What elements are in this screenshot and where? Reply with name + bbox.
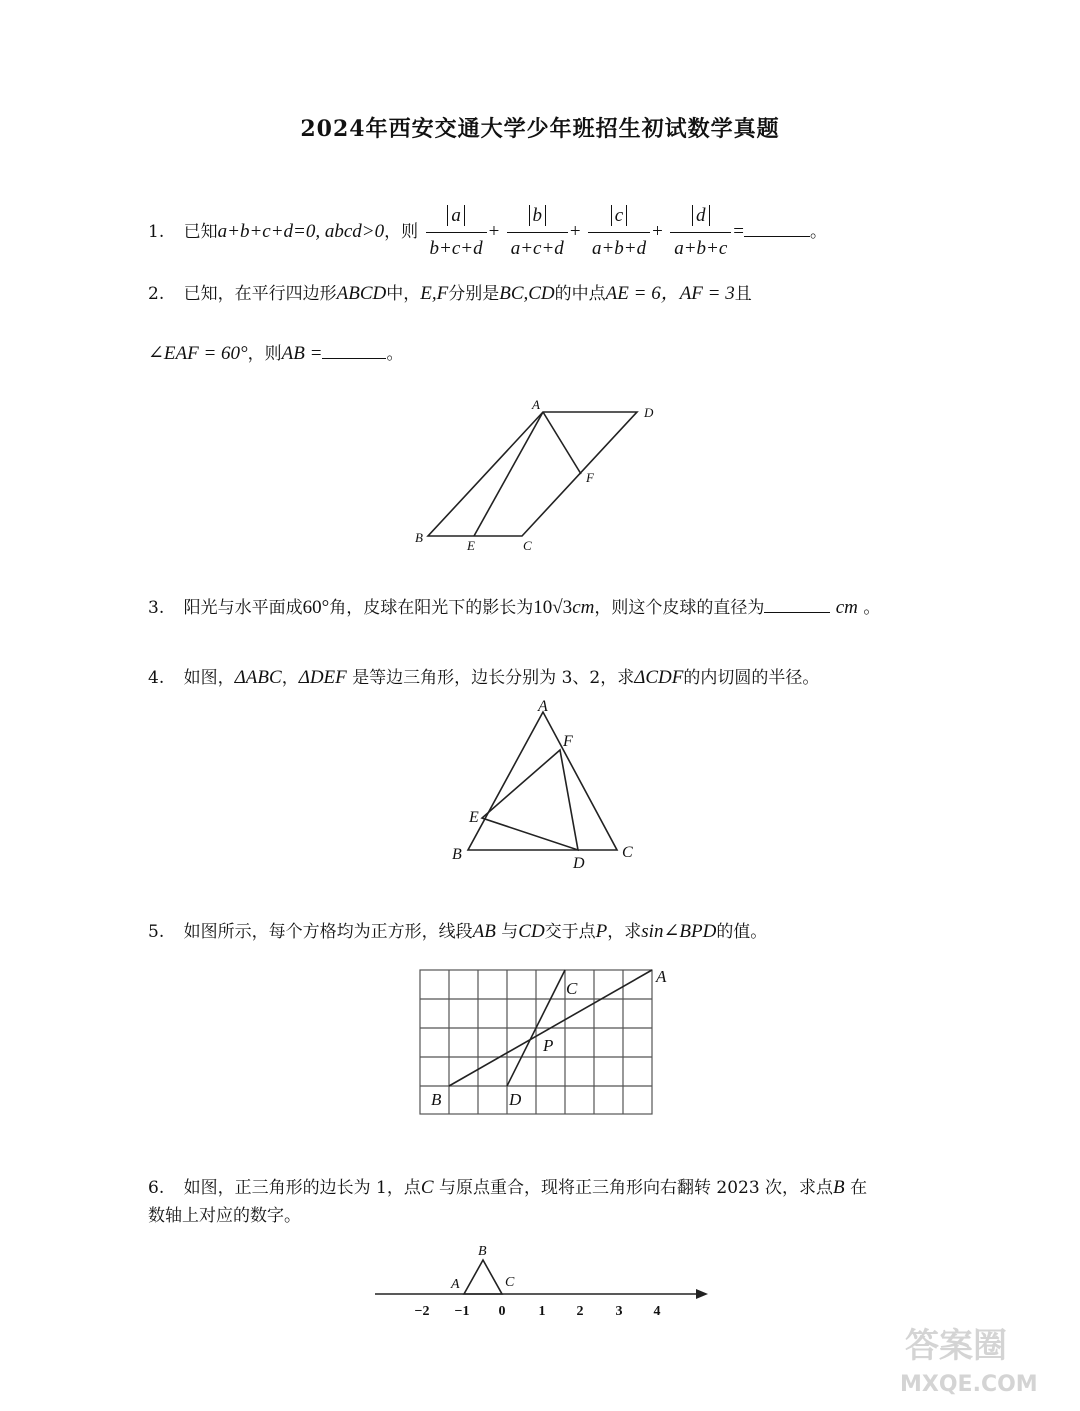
fig2-label-e: E xyxy=(467,538,475,553)
q2-abcd: ABCD xyxy=(336,283,387,304)
q3-answer-blank xyxy=(764,594,830,613)
fig4-label-a: A xyxy=(538,698,548,715)
fig5-label-p: P xyxy=(543,1036,554,1055)
tick-label: −1 xyxy=(454,1304,470,1319)
triangle-abc xyxy=(468,712,617,850)
q1-condition: a+b+c+d=0, abcd>0 xyxy=(217,221,385,242)
q1-answer-blank xyxy=(744,218,810,237)
q4-abc: ΔABC xyxy=(234,667,282,688)
figure-parallelogram xyxy=(405,390,675,560)
q3-length: 10√3 xyxy=(533,597,573,618)
question-5 xyxy=(148,918,767,946)
question-4 xyxy=(148,664,819,692)
fig4-label-f: F xyxy=(563,733,573,750)
q1-fraction-b: $\frac{b}{a+c+d}$ xyxy=(507,202,568,263)
tick-label: 3 xyxy=(615,1304,623,1319)
q1-fraction-c: $\frac{c}{a+b+d}$ xyxy=(588,202,650,263)
fig2-label-b: B xyxy=(415,530,423,545)
q4-text: 的内切圆的半径。 xyxy=(683,668,820,688)
figure-equilateral-triangles xyxy=(440,698,650,878)
q2-text: 的中点 xyxy=(554,284,606,304)
q1-sep: ，则 xyxy=(384,222,419,242)
fig6-label-c: C xyxy=(505,1275,515,1290)
fig6-label-b: B xyxy=(478,1244,487,1259)
q3-text: ，则这个皮球的直径为 xyxy=(594,598,765,618)
q3-end: 。 xyxy=(863,598,881,618)
q6-text: 数轴上对应的数字。 xyxy=(148,1206,301,1226)
q4-number: 4. xyxy=(148,668,165,688)
q2-text: 且 xyxy=(734,284,752,304)
q4-text: 是等边三角形，边长分别为 3、2，求 xyxy=(352,668,635,688)
q3-degree: 60° xyxy=(302,597,330,618)
q5-text: 如图所示，每个方格均为正方形，线段 xyxy=(183,922,473,942)
fig4-label-c: C xyxy=(622,844,633,861)
q6-b: B xyxy=(833,1177,845,1198)
triangle-abc xyxy=(464,1260,502,1294)
question-2-line-2 xyxy=(148,340,403,368)
fig5-label-b: B xyxy=(431,1090,442,1109)
question-3 xyxy=(148,594,880,622)
q4-cdf: ΔCDF xyxy=(634,667,684,688)
q4-sep: ， xyxy=(281,668,299,688)
tick-label: −2 xyxy=(414,1304,430,1319)
fig5-label-c: C xyxy=(566,979,578,998)
q3-text: 阳光与水平面成 xyxy=(183,598,303,618)
segment-ae xyxy=(474,412,543,536)
q3-unit-answer: cm xyxy=(835,597,858,618)
q3-text: 角，皮球在阳光下的影长为 xyxy=(329,598,534,618)
q3-unit: cm xyxy=(572,597,595,618)
q5-p: P xyxy=(595,921,608,942)
segment-af xyxy=(543,412,581,474)
q6-number: 6. xyxy=(148,1178,165,1198)
tick-label: 1 xyxy=(538,1304,546,1319)
q2-bccd: BC,CD xyxy=(499,283,555,304)
q1-fraction-a: $\frac{a}{b+c+d}$ xyxy=(426,202,487,263)
triangle-def xyxy=(482,750,578,850)
q2-number: 2. xyxy=(148,284,165,304)
q6-c: C xyxy=(420,1177,434,1198)
q1-number: 1. xyxy=(148,222,165,242)
q2-text: 分别是 xyxy=(448,284,500,304)
figure-grid xyxy=(412,962,682,1122)
page-title: 2024年西安交通大学少年班招生初试数学真题 xyxy=(300,116,780,142)
q1-end: 。 xyxy=(810,222,828,242)
tick-label: 4 xyxy=(653,1304,661,1319)
fig2-label-c: C xyxy=(523,538,532,553)
q5-text: ，求 xyxy=(607,922,642,942)
q5-text: 的值。 xyxy=(716,922,768,942)
q4-text: 如图， xyxy=(183,668,235,688)
q2-text: 中， xyxy=(386,284,421,304)
q4-def: ΔDEF xyxy=(298,667,347,688)
q2-lengths: AE = 6，AF = 3 xyxy=(605,283,735,304)
q2-end: 。 xyxy=(386,344,404,364)
question-6 xyxy=(148,1174,867,1202)
q3-number: 3. xyxy=(148,598,165,618)
fig6-label-a: A xyxy=(451,1277,460,1292)
fig4-label-b: B xyxy=(452,846,462,863)
watermark-logo: 答案圈 xyxy=(905,1326,1007,1366)
figure-number-line xyxy=(370,1238,715,1323)
q5-text: 交于点 xyxy=(544,922,596,942)
q5-number: 5. xyxy=(148,922,165,942)
fig4-label-e: E xyxy=(469,809,479,826)
q2-text: ，则 xyxy=(247,344,282,364)
q6-text: 如图，正三角形的边长为 1，点 xyxy=(183,1178,421,1198)
question-6-line-2 xyxy=(148,1202,301,1230)
q5-text: 与 xyxy=(501,922,519,942)
q1-fraction-d: $\frac{d}{a+b+c}$ xyxy=(670,202,731,263)
q2-angle: ∠EAF = 60° xyxy=(148,343,248,364)
q5-sin: sin∠BPD xyxy=(641,921,717,942)
axis-arrow xyxy=(696,1289,708,1299)
fig5-label-a: A xyxy=(656,967,667,986)
fig2-label-d: D xyxy=(644,405,654,420)
q5-cd: CD xyxy=(518,921,545,942)
q2-answer-blank xyxy=(322,340,386,359)
grid-lines xyxy=(420,970,652,1114)
q5-ab: AB xyxy=(472,921,496,942)
q2-ef: E,F xyxy=(420,283,449,304)
question-2 xyxy=(148,280,752,308)
q6-text: 与原点重合，现将正三角形向右翻转 2023 次，求点 xyxy=(438,1178,834,1198)
q6-text: 在 xyxy=(850,1178,868,1198)
tick-label: 2 xyxy=(576,1304,584,1319)
fig2-label-f: F xyxy=(586,470,594,485)
question-1: 1. 已知a+b+c+d=0, abcd>0，则 $\frac{a}{b+c+d}$ + $\frac{b}{a+c+d}$ + $\frac{c}{a+b+d}$ + $\frac{d}{a+b+c}$ = 。 xyxy=(148,202,827,263)
fig2-label-a: A xyxy=(532,397,540,412)
q1-text: 已知 xyxy=(183,222,218,242)
q2-text: 已知，在平行四边形 xyxy=(183,284,337,304)
fig5-label-d: D xyxy=(509,1090,522,1109)
tick-label: 0 xyxy=(498,1304,506,1319)
fig4-label-d: D xyxy=(573,855,585,872)
watermark-url: MXQE.COM xyxy=(900,1372,1038,1397)
q2-ab: AB = xyxy=(281,343,323,364)
